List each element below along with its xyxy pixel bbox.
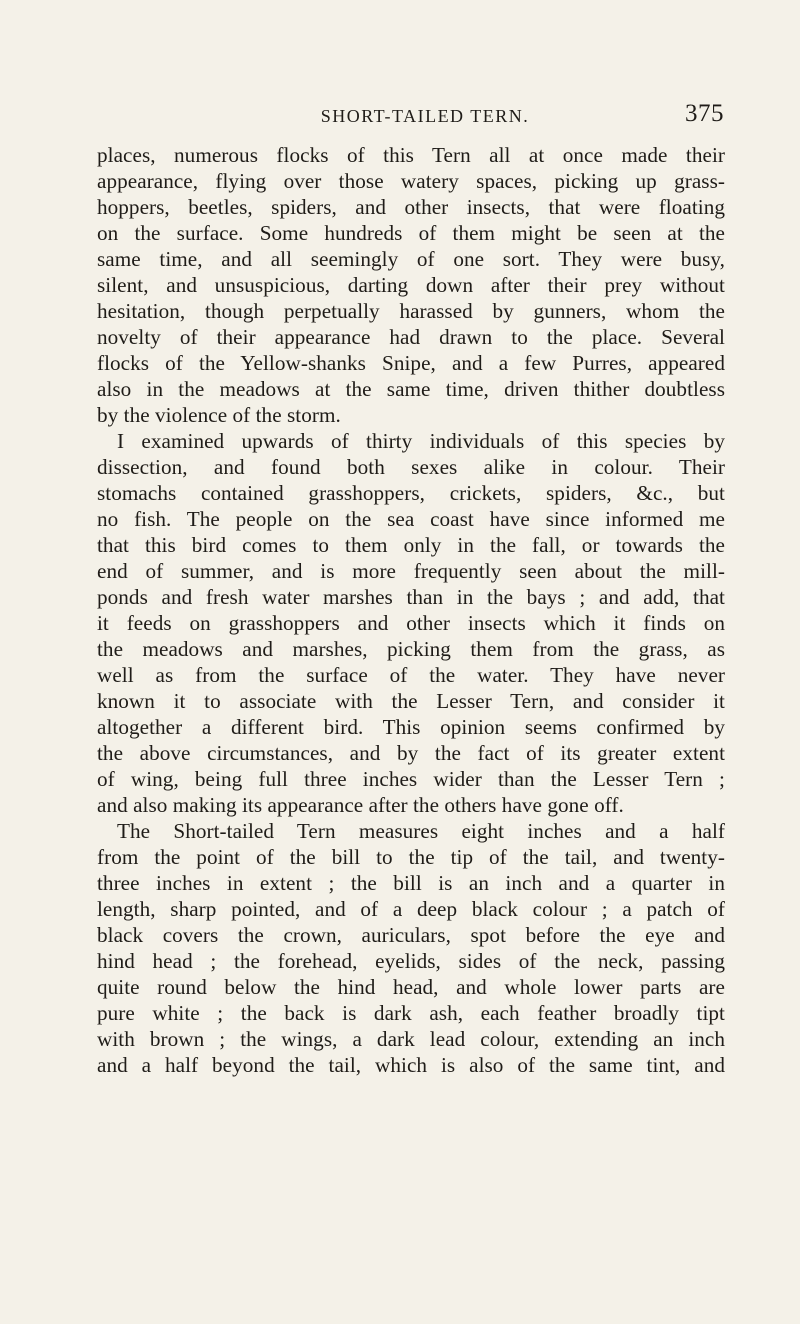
body-text (97, 142, 725, 1078)
text-line: the above circumstances, and by the fact of its greater extent (97, 741, 725, 765)
text-line: I examined upwards of thirty individuals of this species by (117, 429, 725, 453)
text-line: three inches in extent ; the bill is an inch and a quarter in (97, 871, 725, 895)
text-line: ponds and fresh water marshes than in the bays ; and add, that (97, 585, 725, 609)
text-line: quite round below the hind head, and whole lower parts are (97, 975, 725, 999)
text-line: The Short-tailed Tern measures eight inches and a half (117, 819, 725, 843)
text-line: same time, and all seemingly of one sort. They were busy, (97, 247, 725, 271)
text-line: novelty of their appearance had drawn to the place. Several (97, 325, 725, 349)
text-line: hoppers, beetles, spiders, and other insects, that were floating (97, 195, 725, 219)
text-line: silent, and unsuspicious, darting down after their prey without (97, 273, 725, 297)
running-head (96, 100, 724, 134)
text-line: flocks of the Yellow-shanks Snipe, and a few Purres, appeared (97, 351, 725, 375)
text-line: hind head ; the forehead, eyelids, sides of the neck, passing (97, 949, 725, 973)
text-line: known it to associate with the Lesser Tern, and consider it (97, 689, 725, 713)
text-line: stomachs contained grasshoppers, crickets, spiders, &c., but (97, 481, 725, 505)
text-line: and also making its appearance after the others have gone off. (97, 793, 624, 817)
text-line: on the surface. Some hundreds of them might be seen at the (97, 221, 725, 245)
text-line: of wing, being full three inches wider than the Lesser Tern ; (97, 767, 725, 791)
text-line: dissection, and found both sexes alike in colour. Their (97, 455, 725, 479)
text-line: with brown ; the wings, a dark lead colour, extending an inch (97, 1027, 725, 1051)
text-line: pure white ; the back is dark ash, each feather broadly tipt (97, 1001, 725, 1025)
text-line: black covers the crown, auriculars, spot before the eye and (97, 923, 725, 947)
page-number: 375 (685, 100, 724, 127)
text-line: also in the meadows at the same time, driven thither doubtless (97, 377, 725, 401)
text-line: no fish. The people on the sea coast have since informed me (97, 507, 725, 531)
text-line: by the violence of the storm. (97, 403, 341, 427)
text-line: hesitation, though perpetually harassed by gunners, whom the (97, 299, 725, 323)
text-line: from the point of the bill to the tip of the tail, and twenty- (97, 845, 725, 869)
text-line: appearance, flying over those watery spaces, picking up grass- (97, 169, 725, 193)
text-line: the meadows and marshes, picking them from the grass, as (97, 637, 725, 661)
text-line: that this bird comes to them only in the fall, or towards the (97, 533, 725, 557)
text-line: places, numerous flocks of this Tern all at once made their (97, 143, 725, 167)
text-line: well as from the surface of the water. They have never (97, 663, 725, 687)
running-title: SHORT-TAILED TERN. (320, 106, 530, 126)
text-line: end of summer, and is more frequently seen about the mill- (97, 559, 725, 583)
text-line: length, sharp pointed, and of a deep black colour ; a patch of (97, 897, 725, 921)
text-line: it feeds on grasshoppers and other insects which it finds on (97, 611, 725, 635)
text-line: altogether a different bird. This opinion seems confirmed by (97, 715, 725, 739)
text-line: and a half beyond the tail, which is also of the same tint, and (97, 1053, 725, 1077)
